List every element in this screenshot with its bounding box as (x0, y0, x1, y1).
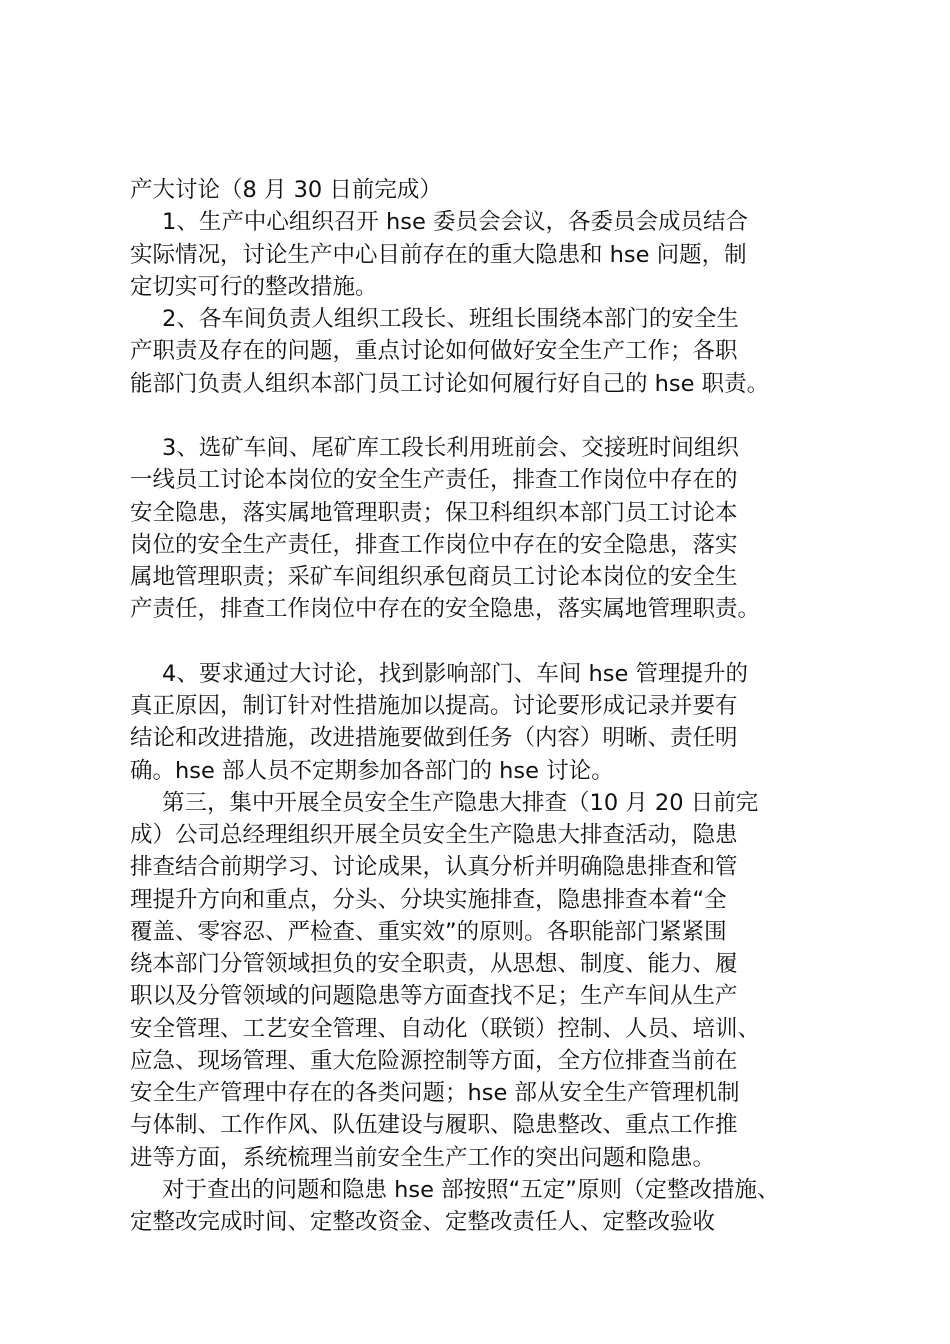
paragraph-line: 3、选矿车间、尾矿库工段长利用班前会、交接班时间组织 (162, 435, 739, 461)
paragraph-line: 职以及分管领域的问题隐患等方面查找不足；生产车间从生产 (130, 983, 738, 1010)
paragraph-line: 安全隐患，落实属地管理职责；保卫科组织本部门员工讨论本 (130, 499, 738, 526)
paragraph-line: 覆盖、零容忍、严检查、重实效”的原则。各职能部门紧紧围 (130, 918, 727, 945)
paragraph-line: 成）公司总经理组织开展全员安全生产隐患大排查活动，隐患 (130, 822, 738, 848)
paragraph-line: 理提升方向和重点，分头、分块实施排查，隐患排查本着“全 (130, 886, 727, 913)
paragraph-line: 2、各车间负责人组织工段长、班组长围绕本部门的安全生 (162, 306, 739, 332)
paragraph-line: 排查结合前期学习、讨论成果，认真分析并明确隐患排查和管 (130, 854, 738, 881)
paragraph-line: 产责任，排查工作岗位中存在的安全隐患，落实属地管理职责。 (130, 596, 761, 623)
paragraph-line: 属地管理职责；采矿车间组织承包商员工讨论本岗位的安全生 (130, 564, 738, 590)
paragraph-spacer (130, 626, 842, 658)
paragraph-line: 安全生产管理中存在的各类问题；hse 部从安全生产管理机制 (130, 1080, 740, 1106)
paragraph-line: 定切实可行的整改措施。 (130, 273, 378, 300)
paragraph-line: 应急、现场管理、重大危险源控制等方面，全方位排查当前在 (130, 1047, 738, 1074)
paragraph-line: 绕本部门分管领域担负的安全职责，从思想、制度、能力、履 (130, 951, 738, 977)
paragraph-line: 定整改完成时间、定整改资金、定整改责任人、定整改验收 (130, 1209, 716, 1235)
paragraph-spacer (130, 400, 842, 432)
document-body (130, 174, 842, 1238)
paragraph-line: 4、要求通过大讨论，找到影响部门、车间 hse 管理提升的 (162, 660, 748, 687)
paragraph-line: 实际情况，讨论生产中心目前存在的重大隐患和 hse 问题，制 (130, 241, 747, 268)
paragraph-line: 结论和改进措施，改进措施要做到任务（内容）明晰、责任明 (130, 725, 738, 752)
paragraph-line: 与体制、工作作风、队伍建设与履职、隐患整改、重点工作推 (130, 1112, 738, 1139)
paragraph-line: 确。hse 部人员不定期参加各部门的 hse 讨论。 (130, 757, 614, 784)
paragraph-line: 岗位的安全生产责任，排查工作岗位中存在的安全隐患，落实 (130, 531, 738, 558)
paragraph-line: 产大讨论（8 月 30 日前完成） (130, 177, 442, 203)
paragraph-line: 能部门负责人组织本部门员工讨论如何履行好自己的 hse 职责。 (130, 370, 770, 397)
paragraph-line: 安全管理、工艺安全管理、自动化（联锁）控制、人员、培训、 (130, 1015, 761, 1042)
paragraph-line: 产职责及存在的问题，重点讨论如何做好安全生产工作；各职 (130, 338, 738, 365)
paragraph-line: 进等方面，系统梳理当前安全生产工作的突出问题和隐患。 (130, 1144, 716, 1171)
paragraph-line: 一线员工讨论本岗位的安全生产责任，排查工作岗位中存在的 (130, 467, 738, 494)
paragraph-line: 1、生产中心组织召开 hse 委员会会议，各委员会成员结合 (162, 209, 748, 236)
paragraph-line: 第三，集中开展全员安全生产隐患大排查（10 月 20 日前完 (162, 789, 759, 816)
paragraph-line: 真正原因，制订针对性措施加以提高。讨论要形成记录并要有 (130, 693, 738, 719)
paragraph-line: 对于查出的问题和隐患 hse 部按照“五定”原则（定整改措施、 (162, 1176, 780, 1203)
